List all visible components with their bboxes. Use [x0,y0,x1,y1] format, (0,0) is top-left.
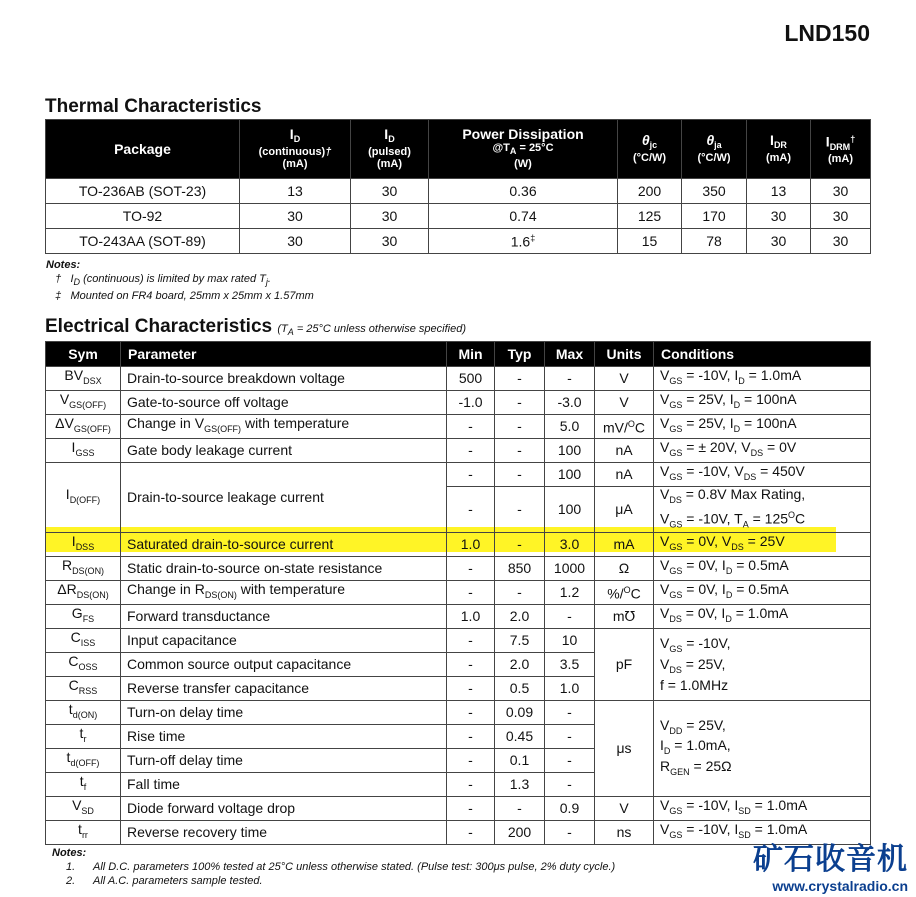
cell-sym: $R_{DS(ON)}$ [46,557,121,581]
note-number: 2. [66,875,76,887]
th-sym: Sym [46,342,121,367]
cell-min: - [447,773,495,797]
cell-units: V [595,797,654,821]
electrical-table [45,341,871,845]
cell-parameter: Drain-to-source breakdown voltage [121,367,447,391]
cell-parameter: Change in $R_{DS(ON)}$ with temperature [121,581,447,605]
cell-max: 100 [545,487,595,533]
watermark-logo [753,834,908,894]
cell-parameter: Diode forward voltage drop [121,797,447,821]
cell-parameter: Common source output capacitance [121,653,447,677]
cell-idr: 30 [747,229,811,254]
cell-typ: 200 [495,821,545,845]
cell-min: 1.0 [447,533,495,557]
cell-sym: $t_f$ [46,773,121,797]
cell-min: - [447,581,495,605]
cell-units: V [595,367,654,391]
thermal-title: Thermal Characteristics [45,96,262,117]
cell-conditions: $V_{GS} = -10V$, $I_{SD} = 1.0mA$ [654,797,871,821]
cell-parameter: Saturated drain-to-source current [121,533,447,557]
electrical-row [46,557,871,581]
thermal-row [46,179,871,204]
th-min: Min [447,342,495,367]
cell-typ: - [495,439,545,463]
cell-sym: $\Delta V_{GS(OFF)}$ [46,415,121,439]
cell-max: - [545,821,595,845]
cell-max: - [545,701,595,725]
cell-parameter: Fall time [121,773,447,797]
cell-typ: - [495,415,545,439]
cell-id-continuous: 30 [240,229,351,254]
th-id-continuous: $I_D$ (continuous)† (mA) [240,120,351,179]
cell-max: 1.0 [545,677,595,701]
cell-max: 5.0 [545,415,595,439]
cell-max: 100 [545,439,595,463]
cell-parameter: Change in $V_{GS(OFF)}$ with temperature [121,415,447,439]
cell-units: μA [595,487,654,533]
electrical-row [46,797,871,821]
cell-sym: $t_{d(OFF)}$ [46,749,121,773]
cell-parameter: Drain-to-source leakage current [121,463,447,533]
thermal-notes-title: Notes: [46,259,81,271]
cell-sym: $\Delta R_{DS(ON)}$ [46,581,121,605]
th-power-dissipation: Power Dissipation $@T_A = 25^\circ C$ (W) [429,120,618,179]
cell-max: - [545,749,595,773]
cell-conditions: $V_{GS} = -10V$, $V_{DS} = 25V$, f = 1.0MHz [654,629,871,701]
cell-sym: $I_{DSS}$ [46,533,121,557]
cell-max: - [545,773,595,797]
cell-units: mV/$^O$C [595,415,654,439]
th-max: Max [545,342,595,367]
thermal-notes: Notes: † $I_D$ (continuous) is limited by max rated $T_j$. ‡ Mounted on FR4 board, 25mm x 25mm x 1.57mm [46,259,314,303]
cell-units: ns [595,821,654,845]
cell-sym: $t_r$ [46,725,121,749]
cell-idrm: 30 [811,204,871,229]
electrical-row [46,367,871,391]
cell-sym: $C_{OSS}$ [46,653,121,677]
note-text: All D.C. parameters 100% tested at 25°C unless otherwise stated. (Pulse test: 300μs pulse, 2% duty cycle.) [93,861,616,873]
cell-min: - [447,677,495,701]
note-text: All A.C. parameters sample tested. [93,875,263,887]
cell-typ: 0.1 [495,749,545,773]
cell-max: 10 [545,629,595,653]
cell-parameter: Turn-off delay time [121,749,447,773]
cell-min: - [447,725,495,749]
cell-parameter: Gate body leakage current [121,439,447,463]
cell-typ: - [495,463,545,487]
electrical-header-row [46,342,871,367]
electrical-notes-title: Notes: [52,847,87,859]
note-number: 1. [66,861,76,873]
cell-parameter: Rise time [121,725,447,749]
cell-conditions: $V_{GS} = -10V$, $V_{DS} = 450V$ [654,463,871,487]
cell-typ: - [495,487,545,533]
cell-typ: 0.45 [495,725,545,749]
thermal-table [45,119,871,254]
cell-conditions: $V_{DS} = 0V$, $I_D = 1.0mA$ [654,605,871,629]
electrical-title: Electrical Characteristics ($T_A = 25^\circ C$ unless otherwise specified) [45,316,467,338]
cell-conditions: $V_{GS} = 0V$, $V_{DS} = 25V$ [654,533,871,557]
cell-max: 100 [545,463,595,487]
cell-parameter: Reverse recovery time [121,821,447,845]
cell-units: nA [595,439,654,463]
cell-sym: $V_{GS(OFF)}$ [46,391,121,415]
cell-power: 0.74 [429,204,618,229]
th-typ: Typ [495,342,545,367]
cell-parameter: Reverse transfer capacitance [121,677,447,701]
cell-theta-ja: 78 [682,229,747,254]
electrical-row [46,581,871,605]
cell-theta-jc: 125 [618,204,682,229]
cell-sym: $G_{FS}$ [46,605,121,629]
th-id-pulsed: $I_D$ (pulsed) (mA) [351,120,429,179]
cell-min: - [447,463,495,487]
cell-id-continuous: 30 [240,204,351,229]
cell-conditions: $V_{GS} = -10V$, $I_{SD} = 1.0mA$ [654,821,871,845]
electrical-row [46,415,871,439]
cell-typ: 2.0 [495,605,545,629]
cell-typ: 850 [495,557,545,581]
watermark-url: www.crystalradio.cn [772,878,908,894]
electrical-subtitle: ($T_A = 25^\circ C$ unless otherwise specified) [277,323,467,338]
electrical-row [46,701,871,725]
cell-idr: 13 [747,179,811,204]
cell-sym: $BV_{DSX}$ [46,367,121,391]
cell-max: - [545,367,595,391]
cell-max: 3.5 [545,653,595,677]
th-idrm: $I_{DRM}^\dagger$ (mA) [811,120,871,179]
cell-typ: - [495,367,545,391]
part-number: LND150 [784,20,870,46]
cell-min: -1.0 [447,391,495,415]
electrical-row [46,821,871,845]
cell-typ: - [495,581,545,605]
cell-min: 1.0 [447,605,495,629]
cell-min: - [447,415,495,439]
watermark-cn: 矿石收音机 [753,843,908,876]
cell-parameter: Static drain-to-source on-state resistance [121,557,447,581]
th-units: Units [595,342,654,367]
cell-sym: $I_{GSS}$ [46,439,121,463]
cell-theta-ja: 350 [682,179,747,204]
cell-conditions: $V_{GS} = 0V$, $I_D = 0.5mA$ [654,581,871,605]
cell-typ: 7.5 [495,629,545,653]
electrical-row [46,605,871,629]
cell-typ: 0.09 [495,701,545,725]
cell-max: 0.9 [545,797,595,821]
th-idr: $I_{DR}$ (mA) [747,120,811,179]
cell-id-pulsed: 30 [351,204,429,229]
cell-conditions: $V_{GS} = 0V$, $I_D = 0.5mA$ [654,557,871,581]
cell-max: - [545,725,595,749]
cell-max: 3.0 [545,533,595,557]
th-theta-jc: $\theta_{jc}$ (°C/W) [618,120,682,179]
cell-package: TO-243AA (SOT-89) [46,229,240,254]
cell-sym: $t_{rr}$ [46,821,121,845]
cell-max: -3.0 [545,391,595,415]
cell-typ: 2.0 [495,653,545,677]
cell-theta-jc: 200 [618,179,682,204]
electrical-row [46,533,871,557]
note-item [52,874,615,888]
cell-parameter: Input capacitance [121,629,447,653]
cell-parameter: Forward transductance [121,605,447,629]
cell-min: - [447,749,495,773]
th-theta-ja: $\theta_{ja}$ (°C/W) [682,120,747,179]
cell-typ: - [495,533,545,557]
cell-conditions: $V_{DD} = 25V$, $I_D = 1.0mA$, $R_{GEN} = 25\Omega$ [654,701,871,797]
cell-units: %/$^O$C [595,581,654,605]
cell-min: - [447,557,495,581]
cell-max: - [545,605,595,629]
cell-conditions: $V_{GS}$ = ± 20V, $V_{DS} = 0V$ [654,439,871,463]
cell-units: nA [595,463,654,487]
cell-min: 500 [447,367,495,391]
cell-typ: - [495,797,545,821]
cell-sym: $t_{d(ON)}$ [46,701,121,725]
th-package: Package [46,120,240,179]
thermal-header-row [46,120,871,179]
electrical-row [46,629,871,653]
cell-conditions: $V_{GS} = -10V$, $I_D = 1.0mA$ [654,367,871,391]
cell-parameter: Turn-on delay time [121,701,447,725]
cell-conditions: $V_{DS} = 0.8V$ Max Rating, $V_{GS} = -10V$, $T_A = 125^OC$ [654,487,871,533]
cell-units: Ω [595,557,654,581]
cell-conditions: $V_{GS} = 25V$, $I_D = 100nA$ [654,415,871,439]
cell-id-continuous: 13 [240,179,351,204]
cell-package: TO-236AB (SOT-23) [46,179,240,204]
cell-units: V [595,391,654,415]
electrical-row [46,391,871,415]
cell-min: - [447,629,495,653]
cell-sym: $C_{RSS}$ [46,677,121,701]
cell-units: m℧ [595,605,654,629]
cell-sym: $I_{D(OFF)}$ [46,463,121,533]
cell-units: μs [595,701,654,797]
th-conditions: Conditions [654,342,871,367]
cell-max: 1000 [545,557,595,581]
cell-conditions: $V_{GS} = 25V$, $I_D = 100nA$ [654,391,871,415]
cell-min: - [447,797,495,821]
th-parameter: Parameter [121,342,447,367]
cell-power: 1.6‡ [429,229,618,254]
thermal-row [46,229,871,254]
cell-theta-ja: 170 [682,204,747,229]
cell-idrm: 30 [811,179,871,204]
cell-theta-jc: 15 [618,229,682,254]
cell-units: pF [595,629,654,701]
cell-id-pulsed: 30 [351,179,429,204]
cell-idrm: 30 [811,229,871,254]
electrical-row [46,463,871,487]
cell-idr: 30 [747,204,811,229]
cell-min: - [447,821,495,845]
cell-parameter: Gate-to-source off voltage [121,391,447,415]
cell-sym: $C_{ISS}$ [46,629,121,653]
thermal-row [46,204,871,229]
cell-min: - [447,487,495,533]
cell-max: 1.2 [545,581,595,605]
cell-typ: 0.5 [495,677,545,701]
cell-min: - [447,701,495,725]
cell-typ: - [495,391,545,415]
note-item [52,860,615,874]
cell-typ: 1.3 [495,773,545,797]
cell-min: - [447,653,495,677]
cell-package: TO-92 [46,204,240,229]
cell-sym: $V_{SD}$ [46,797,121,821]
cell-min: - [447,439,495,463]
electrical-row [46,439,871,463]
electrical-notes [52,846,615,888]
cell-power: 0.36 [429,179,618,204]
cell-id-pulsed: 30 [351,229,429,254]
cell-units: mA [595,533,654,557]
